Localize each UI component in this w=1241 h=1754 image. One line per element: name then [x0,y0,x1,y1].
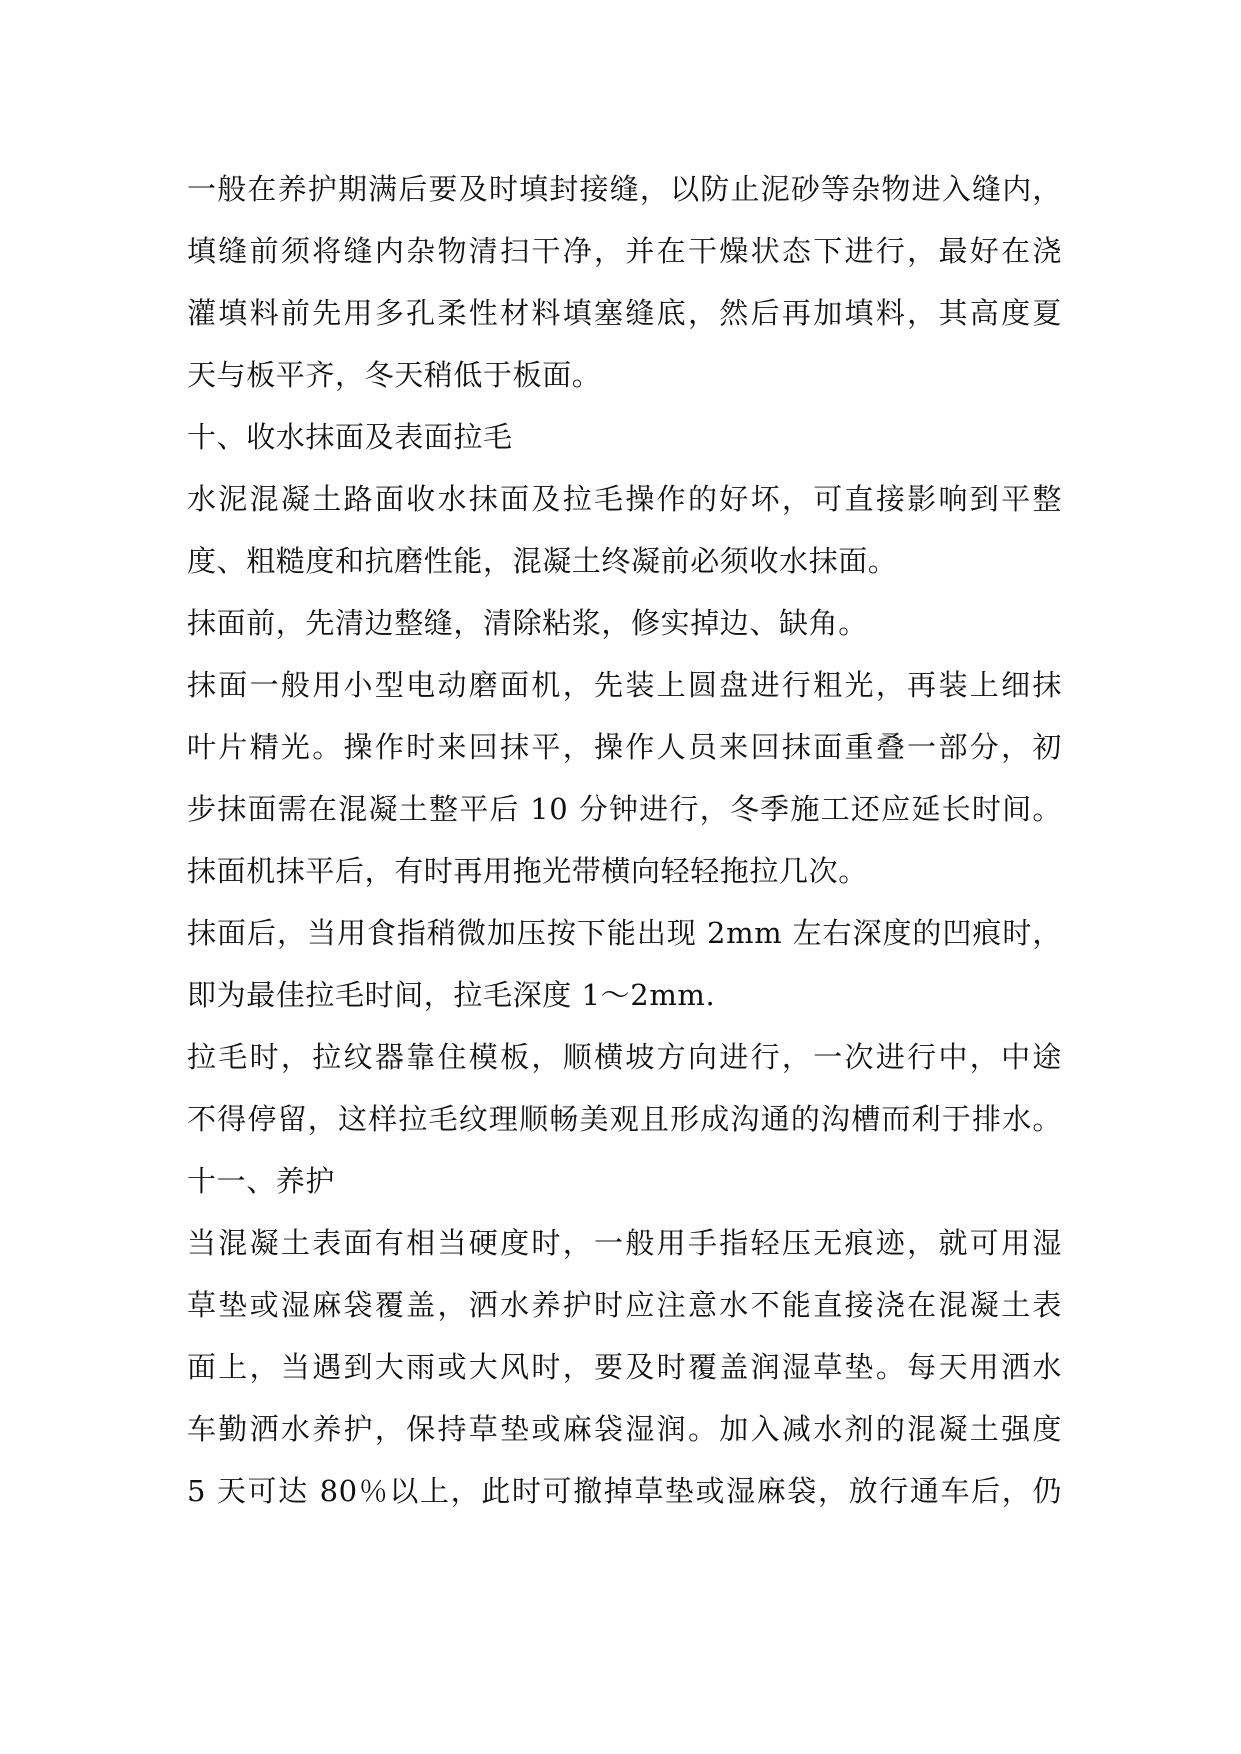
text-line: 抹面一般用小型电动磨面机，先装上圆盘进行粗光，再装上细抹 [187,668,1062,702]
text-line: 填缝前须将缝内杂物清扫干净，并在干燥状态下进行，最好在浇 [187,234,1062,268]
text-line: 天与板平齐，冬天稍低于板面。 [187,358,602,392]
text-line: 抹面机抹平后，有时再用拖光带横向轻轻拖拉几次。 [187,854,868,888]
text-line: 灌填料前先用多孔柔性材料填塞缝底，然后再加填料，其高度夏 [187,296,1062,330]
text-line: 不得停留，这样拉毛纹理顺畅美观且形成沟通的沟槽而利于排水。 [187,1102,1062,1136]
text-line: 一般在养护期满后要及时填封接缝，以防止泥砂等杂物进入缝内， [187,172,1062,206]
document-body [187,158,1062,1522]
text-line: 车勤洒水养护，保持草垫或麻袋湿润。加入减水剂的混凝土强度 [187,1412,1062,1446]
text-line: 草垫或湿麻袋覆盖，洒水养护时应注意水不能直接浇在混凝土表 [187,1288,1062,1322]
text-line: 即为最佳拉毛时间，拉毛深度 1～2mm. [187,978,716,1012]
text-line: 步抹面需在混凝土整平后 10 分钟进行，冬季施工还应延长时间。 [187,792,1062,826]
text-line: 抹面后，当用食指稍微加压按下能出现 2mm 左右深度的凹痕时， [187,916,1062,950]
text-line: 抹面前，先清边整缝，清除粘浆，修实掉边、缺角。 [187,606,868,640]
text-line: 面上，当遇到大雨或大风时，要及时覆盖润湿草垫。每天用洒水 [187,1350,1062,1384]
text-line: 5 天可达 80％以上，此时可撤掉草垫或湿麻袋，放行通车后，仍 [187,1474,1062,1508]
text-line: 当混凝土表面有相当硬度时，一般用手指轻压无痕迹，就可用湿 [187,1226,1062,1260]
text-line: 度、粗糙度和抗磨性能，混凝土终凝前必须收水抹面。 [187,544,898,578]
section-heading: 十一、养护 [187,1164,336,1198]
text-line: 水泥混凝土路面收水抹面及拉毛操作的好坏，可直接影响到平整 [187,482,1062,516]
text-line: 叶片精光。操作时来回抹平，操作人员来回抹面重叠一部分，初 [187,730,1062,764]
text-line: 拉毛时，拉纹器靠住模板，顺横坡方向进行，一次进行中，中途 [187,1040,1062,1074]
section-heading: 十、收水抹面及表面拉毛 [187,420,513,454]
